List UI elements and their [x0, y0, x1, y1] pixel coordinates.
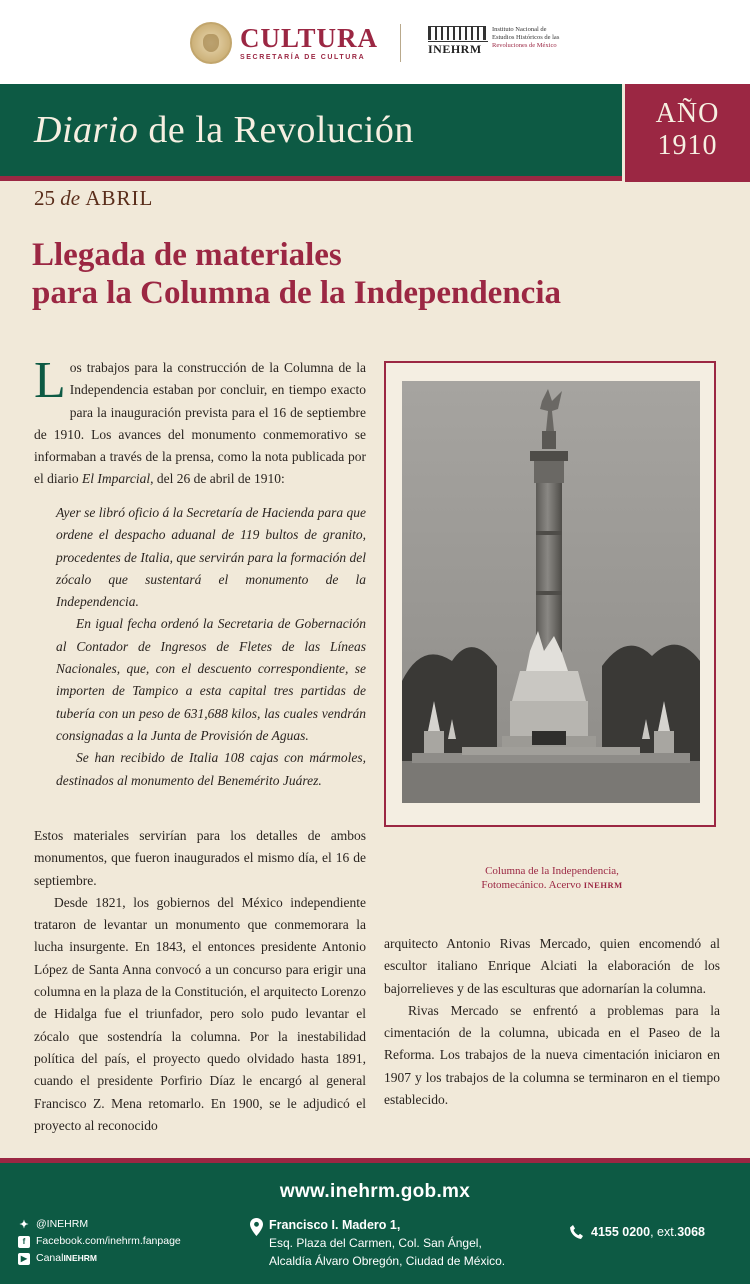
address-line2: Esq. Plaza del Carmen, Col. San Ángel,: [269, 1236, 482, 1250]
quote-paragraph-3: Se han recibido de Italia 108 cajas con mármoles, destinados al monumento del Benemérito Juárez.: [56, 750, 366, 788]
cultura-title: CULTURA: [240, 23, 379, 53]
inehrm-acronym: INEHRM: [428, 41, 488, 57]
year-label: AÑO: [655, 98, 720, 129]
social-links: [18, 1216, 181, 1267]
location-pin-icon: [250, 1218, 263, 1236]
newspaper-name: El Imparcial: [81, 471, 151, 487]
publication-title: [34, 108, 414, 152]
paragraph-4: Rivas Mercado se enfrentó a problemas para la cimentación de la columna, ubicada en el Paseo de la Reforma. Los trabajos de la nueva cimentación iniciaron en 1907 y los trabajos de la columna se terminaron en el tiempo establecido.: [384, 1002, 720, 1108]
intro-text-end: , del 26 de abril de 1910:: [150, 471, 285, 487]
address-line1: Francisco I. Madero 1,: [269, 1218, 401, 1232]
footer: [0, 1163, 750, 1284]
website-link[interactable]: www.inehrm.gob.mx: [279, 1181, 471, 1202]
logo-divider: [400, 24, 401, 62]
year-box: [622, 84, 750, 182]
newspaper-quote: [56, 502, 366, 792]
date-month: ABRIL: [85, 186, 154, 210]
address-block: [250, 1216, 505, 1270]
top-logo-strip: [0, 0, 750, 84]
phone-extension: 3068: [677, 1225, 705, 1239]
photo-caption: [384, 864, 720, 892]
independence-column-photo: [402, 381, 700, 803]
quote-paragraph-1: Ayer se libró oficio á la Secretaría de Hacienda para que ordene el despacho aduanal de 119 bultos de granito, procedentes de Italia, que servirán para la formación del zócalo que sustentará el monumento de la Independencia.: [56, 505, 366, 610]
inehrm-name-line2: Estudios Históricos de las: [492, 34, 560, 41]
quote-paragraph-2: En igual fecha ordenó la Secretaria de Gobernación al Contador de Ingresos de Fletes de las Líneas Nacionales, que, con el descuento correspondiente, se importen de Tampico a esta capital tres partidas de tubería con un peso de 631,688 kilos, las cuales vendrán consignadas a la Junta de Provisión de Aguas.: [56, 616, 366, 743]
address-line3: Alcaldía Álvaro Obregón, Ciudad de México.: [269, 1254, 506, 1268]
headline-line1: Llegada de materiales: [32, 237, 342, 273]
phone-icon: [570, 1225, 583, 1239]
year-number: 1910: [657, 130, 718, 161]
paragraph-3-continued: arquitecto Antonio Rivas Mercado, quien encomendó al escultor italiano Enrique Alciati la elaboración de los bajorrelieves y de las esculturas que adornarían la columna.: [384, 936, 720, 996]
caption-line2: Fotomecánico. Acervo INEHRM: [481, 879, 623, 891]
date-line: [34, 186, 153, 211]
article-body-right: [384, 933, 720, 1111]
headline-line2: para la Columna de la Independencia: [32, 275, 561, 311]
youtube-label: Canal: [36, 1252, 64, 1264]
article-intro: [34, 352, 366, 491]
twitter-icon: ✦: [19, 1218, 29, 1231]
header-red-line: [0, 176, 622, 181]
article-body-left: [34, 825, 366, 1137]
youtube-acronym: INEHRM: [63, 1253, 97, 1263]
facebook-icon: f: [18, 1236, 30, 1248]
caption-acronym: INEHRM: [583, 880, 623, 890]
headline: [32, 236, 722, 312]
drop-cap: L: [34, 352, 66, 409]
national-seal-icon: [190, 22, 232, 64]
twitter-handle: @INEHRM: [36, 1218, 89, 1230]
paragraph-2: Estos materiales servirían para los detalles de ambos monumentos, que fueron inaugurados el mismo día, el 16 de septiembre.: [34, 828, 366, 888]
phone-block[interactable]: [570, 1225, 705, 1239]
youtube-icon: ▶: [18, 1253, 30, 1265]
facebook-link[interactable]: [18, 1233, 181, 1250]
inehrm-logo[interactable]: [428, 26, 559, 57]
publication-title-italic: Diario: [34, 109, 139, 151]
column-illustration: [402, 381, 700, 803]
cultura-subtitle: SECRETARÍA DE CULTURA: [240, 54, 366, 61]
youtube-link[interactable]: [18, 1250, 181, 1267]
inehrm-name-line3: Revoluciones de México: [492, 42, 557, 49]
twitter-link[interactable]: [18, 1216, 181, 1233]
publication-title-rest: de la Revolución: [138, 109, 414, 151]
paragraph-3: Desde 1821, los gobiernos del México independiente trataron de levantar un monumento que conmemorara la lucha insurgente. En 1843, el entonces presidente Antonio López de Santa Anna convocó a un concurso para erigir una columna en la plaza de la Constitución, el arquitecto Lorenzo de Hidalga fue el triunfador, pero solo pudo levantar el zócalo que sostendría la columna. Por la inestabilidad política del país, el proyecto quedo olvidado hasta 1891, cuando el presidente Porfirio Díaz le encargó al general Francisco Z. Mena retomarlo. En 1900, se le adjudicó el proyecto al reconocido: [34, 894, 366, 1133]
date-de: de: [60, 186, 81, 210]
intro-text: os trabajos para la construcción de la Columna de la Independencia estaban por concluir, en tiempo exacto para la inauguración prevista para el 16 de septiembre de 1910. Los avances del monumento conmemorativo se informaban a través de la prensa, como la nota publicada por el diario: [34, 360, 366, 487]
phone-number: 4155 0200: [591, 1225, 651, 1239]
facebook-url: Facebook.com/inehrm.fanpage: [36, 1235, 181, 1247]
cultura-logo[interactable]: [190, 20, 378, 66]
inehrm-name-line1: Instituto Nacional de: [492, 26, 547, 33]
building-icon: [428, 26, 486, 40]
caption-line1: Columna de la Independencia,: [485, 865, 619, 877]
date-day: 25: [34, 186, 55, 210]
phone-ext-label: , ext.: [650, 1225, 678, 1239]
